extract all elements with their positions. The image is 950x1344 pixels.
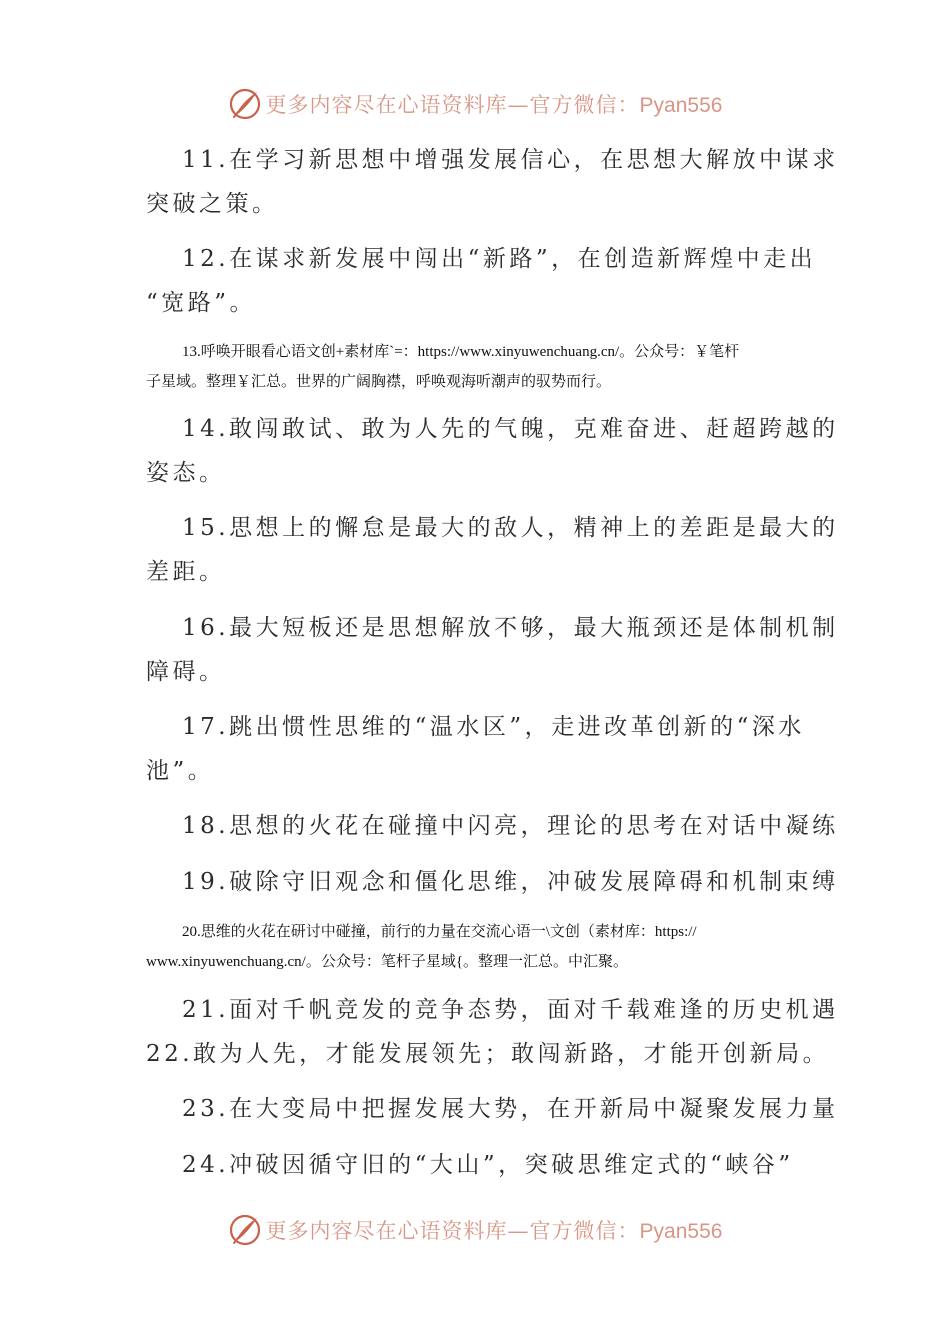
paragraph-14: 14.敢闯敢试、敢为人先的气魄，克难奋进、赶超跨越的 姿态。	[146, 416, 839, 486]
paragraph-17: 17.跳出惯性思维的“温水区”，走进改革创新的“深水 池”。	[146, 714, 805, 784]
paragraph-24: 24.冲破因循守旧的“大山”，突破思维定式的“峡谷”	[182, 1152, 794, 1178]
paragraph-19: 19.破除守旧观念和僵化思维，冲破发展障碍和机制束缚	[182, 869, 839, 895]
paragraph-13-watermark: 13.呼唤开眼看心语文创+素材库`=：https://www.xinyuwenchuang.cn/。公众号：￥笔杆 子星域。整理￥汇总。世界的广阔胸襟，呼唤观海听潮声的驭势而行。	[146, 344, 740, 390]
banner-wechat-handle: Pyan556	[639, 1220, 723, 1243]
paragraph-18: 18.思想的火花在碰撞中闪亮，理论的思考在对话中凝练	[182, 813, 839, 839]
paragraph-11: 11.在学习新思想中增强发展信心，在思想大解放中谋求 突破之策。	[146, 147, 839, 217]
banner-text: 更多内容尽在心语资料库—官方微信：Pyan556	[265, 1219, 723, 1243]
paragraph-12: 12.在谋求新发展中闯出“新路”，在创造新辉煌中走出 “宽路”。	[146, 246, 817, 316]
banner-text: 更多内容尽在心语资料库—官方微信：Pyan556	[265, 93, 723, 117]
quill-pen-logo-icon	[228, 87, 262, 121]
footer-banner	[0, 1208, 950, 1252]
quill-pen-logo-icon	[228, 1213, 262, 1247]
paragraph-15: 15.思想上的懈怠是最大的敌人，精神上的差距是最大的 差距。	[146, 515, 839, 585]
banner-wechat-handle: Pyan556	[639, 94, 723, 117]
paragraph-16: 16.最大短板还是思想解放不够，最大瓶颈还是体制机制 障碍。	[146, 615, 839, 685]
header-banner	[0, 82, 950, 126]
paragraph-21-22: 21.面对千帆竞发的竞争态势，面对千载难逢的历史机遇 22.敢为人先，才能发展领先；敢闯新路，才能开创新局。	[146, 997, 839, 1067]
paragraph-20-watermark: 20.思维的火花在研讨中碰撞，前行的力量在交流心语一\文创（素材库：https:// www.xinyuwenchuang.cn/。公众号：笔杆子星域{。整理一汇总。中汇聚。	[146, 924, 697, 970]
paragraph-23: 23.在大变局中把握发展大势，在开新局中凝聚发展力量	[182, 1096, 839, 1122]
